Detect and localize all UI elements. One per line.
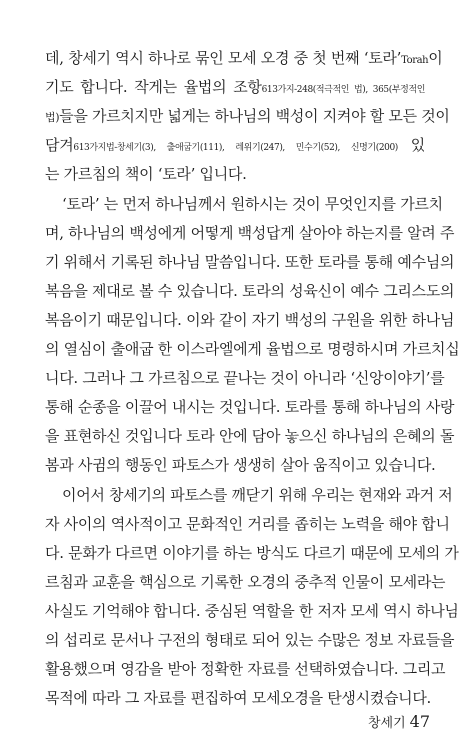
page-number: 47 <box>409 712 430 731</box>
footer-book-title: 창세기 <box>367 716 406 731</box>
text-line: 활용했으며 영감을 받아 정확한 자료를 선택하였습니다. 그리고 <box>45 660 446 678</box>
text-line: 복음이기 때문입니다. 이와 같이 자기 백성의 구원을 위한 하나님 <box>45 311 455 329</box>
text-line: 다. 문화가 다르면 이야기를 하는 방식도 다르기 때문에 모세의 가 <box>45 544 459 562</box>
text-line: 기 위해서 기록된 하나님 말씀입니다. 또한 토라를 통해 예수님의 <box>45 253 455 271</box>
text-line: 봄과 사귐의 행동인 파토스가 생생히 살아 움직이고 있습니다. <box>45 456 436 474</box>
text-line: 복음을 제대로 볼 수 있습니다. 토라의 성육신이 예수 그리스도의 <box>45 282 455 300</box>
text-line: 이어서 창세기의 파토스를 깨닫기 위해 우리는 현재와 과거 저 <box>62 486 453 504</box>
text-line: 기도 합니다. 작게는 율법의 조항613가지-248(적극적인 법), 365(부정적인 <box>45 78 426 96</box>
text-line: 담겨613가지법-창세기(3), 출애굽기(111), 레위기(247), 민수기(52), 신명기(200) 있 <box>45 136 425 154</box>
text-line: 사실도 기억해야 합니다. 중심된 역할을 한 저자 모세 역시 하나님 <box>45 602 459 620</box>
text-line: 데, 창세기 역시 하나로 묶인 모세 오경 중 첫 번째 ‘토라’Torah이 <box>45 49 443 67</box>
page-footer <box>368 712 430 731</box>
text-line: 르침과 교훈을 핵심으로 기록한 오경의 중추적 인물이 모세라는 <box>45 573 446 591</box>
text-line: 을 표현하신 것입니다 토라 안에 담아 놓으신 하나님의 은혜의 돌 <box>45 427 455 445</box>
text-line: 목적에 따라 그 자료를 편집하여 모세오경을 탄생시켰습니다. <box>45 689 432 707</box>
text-line: 통해 순종을 이끌어 내시는 것입니다. 토라를 통해 하나님의 사랑 <box>45 398 455 416</box>
text-line: ‘토라’ 는 먼저 하나님께서 원하시는 것이 무엇인지를 가르치 <box>62 195 443 213</box>
text-line: 니다. 그러나 그 가르침으로 끝나는 것이 아니라 ‘신앙이야기’를 <box>45 369 445 387</box>
text-line: 의 섭리로 문서나 구전의 형태로 되어 있는 수많은 정보 자료들을 <box>45 631 455 649</box>
text-line: 는 가르침의 책이 ‘토라’ 입니다. <box>45 165 247 183</box>
text-line: 자 사이의 역사적이고 문화적인 거리를 좁히는 노력을 해야 합니 <box>45 515 450 533</box>
text-line: 의 열심이 출애굽 한 이스라엘에게 율법으로 명령하시며 가르치십 <box>45 340 460 358</box>
text-line: 며, 하나님의 백성에게 어떻게 백성답게 살아야 하는지를 알려 주 <box>45 224 455 242</box>
text-line: 법)들을 가르치지만 넓게는 하나님의 백성이 지켜야 할 모든 것이 <box>45 107 450 125</box>
